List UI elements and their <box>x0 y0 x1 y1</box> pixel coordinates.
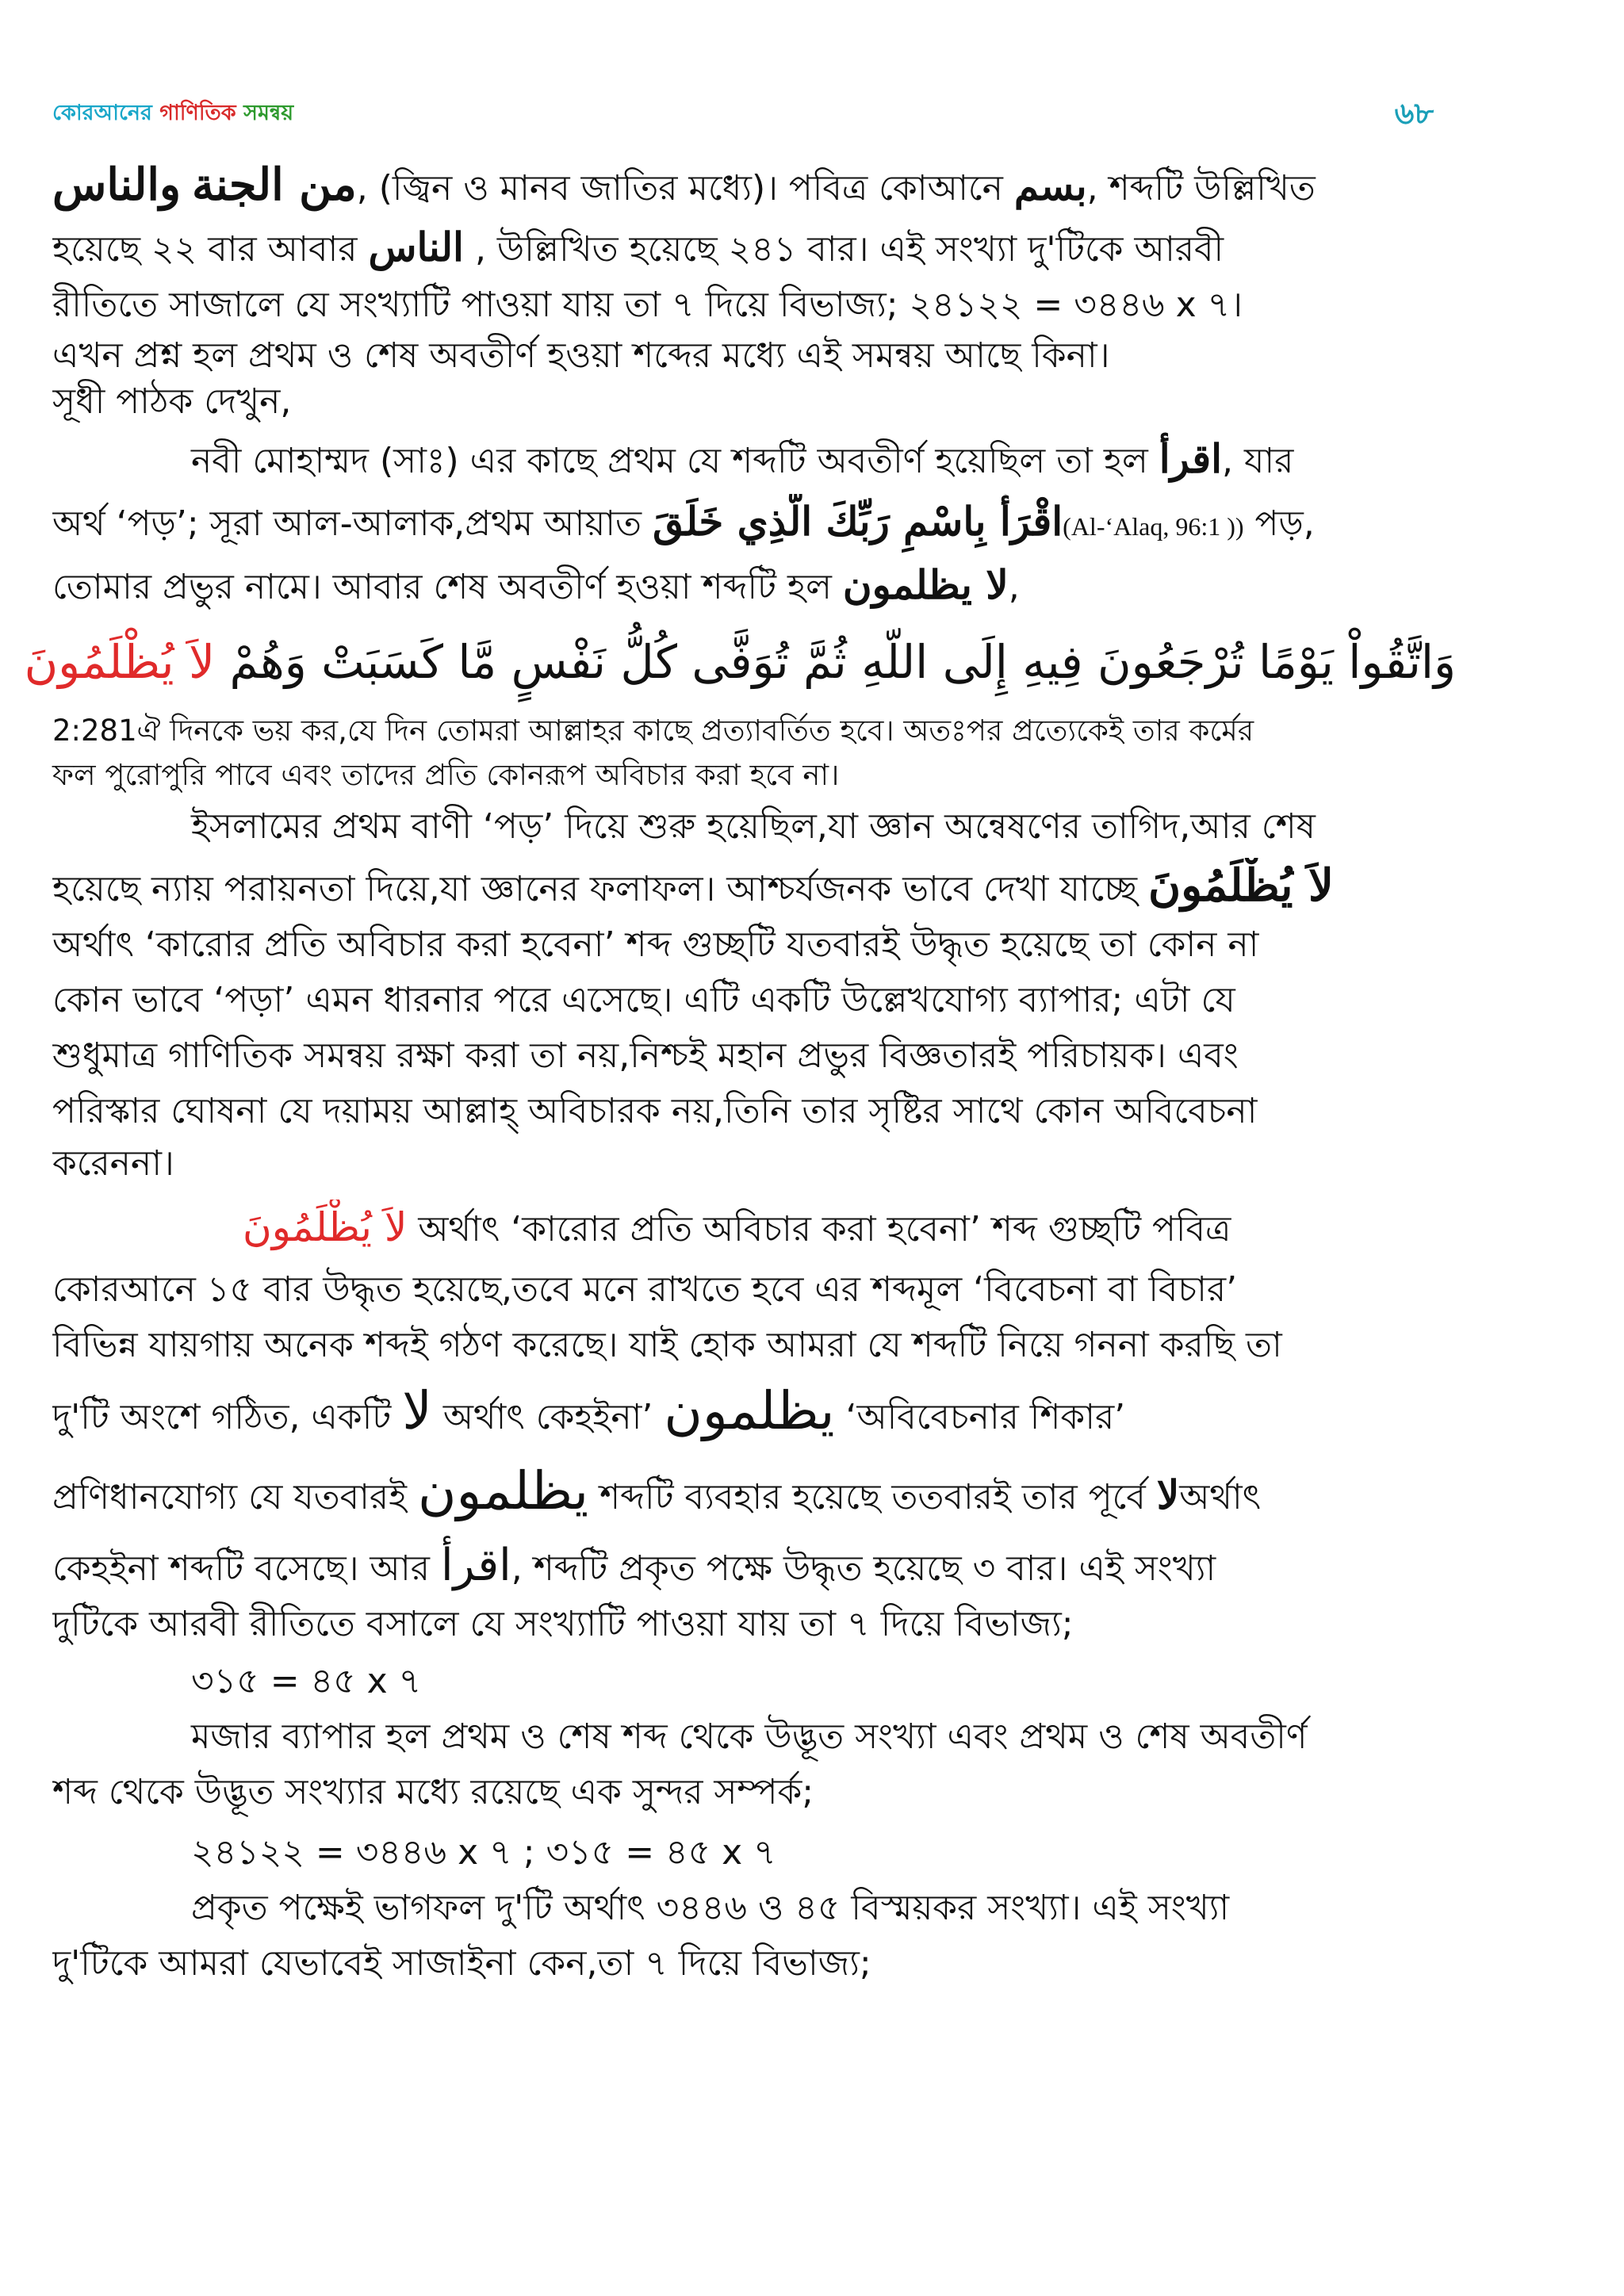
text-line: সূধী পাঠক দেখুন, <box>52 381 292 422</box>
text-span: তোমার প্রভুর নামে। আবার শেষ অবতীর্ণ হওয়া শব্দটি হল <box>52 567 832 607</box>
text-line: কোন ভাবে ‘পড়া’ এমন ধারনার পরে এসেছে। এটি একটি উল্লেখযোগ্য ব্যাপার; এটা যে <box>52 980 1235 1020</box>
quran-verse <box>24 618 1456 706</box>
running-header <box>52 97 293 132</box>
text-line <box>52 1200 1456 1257</box>
text-span: নবী মোহাম্মদ (সাঃ) এর কাছে প্রথম যে শব্দটি অবতীর্ণ হয়েছিল তা হল <box>191 441 1148 481</box>
text-span: পড়, <box>1243 503 1315 544</box>
arabic-word: بسم <box>1013 163 1087 209</box>
text-span: , যার <box>1222 441 1294 481</box>
text-span: অর্থাৎ কেহইনা’ <box>442 1397 653 1437</box>
text-line: অর্থাৎ ‘কারোর প্রতি অবিচার করা হবেনা’ শব্দ গুচ্ছটি যতবারই উদ্ধৃত হয়েছে তা কোন না <box>52 924 1259 965</box>
text-span: হয়েছে ন্যায় পরায়নতা দিয়ে,যা জ্ঞানের ফলাফল। আশ্চর্যজনক ভাবে দেখা যাচ্ছে <box>52 869 1137 909</box>
text-span: প্রণিধানযোগ্য যে যতবারই <box>52 1477 407 1517</box>
arabic-word: من الجنة <box>191 159 357 211</box>
text-line <box>52 494 1456 554</box>
text-span: , (জ্বিন ও মানব জাতির মধ্যে)। পবিত্র কোআনে <box>356 168 1003 209</box>
text-line: প্রকৃত পক্ষেই ভাগফল দু'টি অর্থাৎ ৩৪৪৬ ও ৪৫ বিস্ময়কর সংখ্যা। এই সংখ্যা <box>191 1888 1230 1928</box>
verse-translation-line: ফল পুরোপুরি পাবে এবং তাদের প্রতি কোনরূপ অবিচার করা হবে না। <box>52 758 840 792</box>
citation: (Al-‘Alaq, 96:1 )) <box>1063 512 1244 541</box>
text-span: দু'টি অংশে গঠিত, একটি <box>52 1397 392 1437</box>
arabic-word: لا يظلمون <box>842 561 1009 608</box>
text-span: ‘অবিবেচনার শিকার’ <box>845 1397 1126 1437</box>
text-line: পরিস্কার ঘোষনা যে দয়াময় আল্লাহ্ অবিচারক নয়,তিনি তার সৃষ্টির সাথে কোন অবিবেচনা <box>52 1091 1258 1131</box>
arabic-word: لا <box>1156 1471 1180 1518</box>
header-word-1: কোরআনের <box>52 101 152 125</box>
arabic-phrase: اقْرَأْ بِاسْمِ رَبِّكَ الَّذِي خَلَقَ <box>653 498 1063 545</box>
text-line: বিভিন্ন যায়গায় অনেক শব্দই গঠণ করেছে। যাই হোক আমরা যে শব্দটি নিয়ে গননা করছি তা <box>52 1325 1282 1365</box>
text-line <box>52 858 1456 917</box>
verse-highlight: لاَ يُظْلَمُونَ <box>24 635 216 689</box>
header-word-2: গাণিতিক <box>159 101 236 125</box>
equation: ৩১৫ = ৪৫ x ৭ <box>191 1661 422 1701</box>
text-span: শব্দটি ব্যবহার হয়েছে ততবারই তার পূর্বে <box>599 1477 1146 1517</box>
text-line: করেননা। <box>52 1143 174 1184</box>
text-span: , <box>1008 567 1020 607</box>
equation: ২৪১২২ = ৩৪৪৬ x ৭ ; ৩১৫ = ৪৫ x ৭ <box>191 1832 776 1873</box>
verse-text: وَاتَّقُواْ يَوْمًا تُرْجَعُونَ فِيهِ إِلَى اللّهِ ثُمَّ تُوَفَّى كُلُّ نَفْسٍ مَّا كَسَبَتْ وَهُمْ <box>229 635 1456 689</box>
page-number: ৬৮ <box>1394 96 1434 131</box>
text-line: এখন প্রশ্ন হল প্রথম ও শেষ অবতীর্ণ হওয়া শব্দের মধ্যে এই সমন্বয় আছে কিনা। <box>52 335 1110 376</box>
arabic-word: لا <box>402 1380 432 1441</box>
arabic-phrase-red: لاَ يُظْلَمُونَ <box>243 1204 408 1250</box>
text-span: অর্থাৎ ‘কারোর প্রতি অবিচার করা হবেনা’ শব্দ গুচ্ছটি পবিত্র <box>418 1209 1231 1249</box>
text-line <box>52 220 1456 277</box>
text-span: অর্থ ‘পড়’; সূরা আল-আলাক,প্রথম আয়াত <box>52 503 642 544</box>
text-line <box>52 557 1456 615</box>
text-span: , উল্লিখিত হয়েছে ২৪১ বার। এই সংখ্যা দু'টিকে আরবী <box>474 229 1224 270</box>
text-line <box>52 431 1456 489</box>
text-line <box>52 1456 1456 1533</box>
header-word-3: সমন্বয় <box>243 101 294 125</box>
text-line <box>52 1533 1456 1601</box>
page-body <box>24 151 1456 1992</box>
verse-translation-line: 2:281ঐ দিনকে ভয় কর,যে দিন তোমরা আল্লাহর কাছে প্রত্যাবর্তিত হবে। অতঃপর প্রত্যেকেই তার কর্মের <box>52 714 1254 748</box>
arabic-word: يظلمون <box>664 1380 835 1441</box>
text-span: , শব্দটি উল্লিখিত <box>1086 168 1316 209</box>
text-line: শব্দ থেকে উদ্ভূত সংখ্যার মধ্যে রয়েছে এক সুন্দর সম্পর্ক; <box>52 1772 814 1812</box>
arabic-word: الناس <box>368 224 464 270</box>
text-span: , শব্দটি প্রকৃত পক্ষে উদ্ধৃত হয়েছে ৩ বার। এই সংখ্যা <box>511 1548 1216 1589</box>
arabic-word: يظلمون <box>417 1460 589 1521</box>
text-span: কেহইনা শব্দটি বসেছে। আর <box>52 1548 430 1589</box>
text-span: অর্থাৎ <box>1179 1477 1262 1517</box>
arabic-word: اقرأ <box>1159 435 1223 482</box>
text-span: হয়েছে ২২ বার আবার <box>52 229 358 270</box>
text-line <box>52 157 1456 216</box>
arabic-word: اقرأ <box>440 1540 511 1591</box>
text-line: শুধুমাত্র গাণিতিক সমন্বয় রক্ষা করা তা নয়,নিশ্চই মহান প্রভুর বিজ্ঞতারই পরিচায়ক। এবং <box>52 1035 1239 1076</box>
text-line: মজার ব্যাপার হল প্রথম ও শেষ শব্দ থেকে উদ্ভূত সংখ্যা এবং প্রথম ও শেষ অবতীর্ণ <box>191 1716 1308 1757</box>
text-line: দুটিকে আরবী রীতিতে বসালে যে সংখ্যাটি পাওয়া যায় তা ৭ দিয়ে বিভাজ্য; <box>52 1604 1074 1644</box>
text-line: কোরআনে ১৫ বার উদ্ধৃত হয়েছে,তবে মনে রাখতে হবে এর শব্দমূল ‘বিবেচনা বা বিচার’ <box>52 1269 1238 1310</box>
text-line: রীতিতে সাজালে যে সংখ্যাটি পাওয়া যায় তা ৭ দিয়ে বিভাজ্য; ২৪১২২ = ৩৪৪৬ x ৭। <box>52 285 1243 325</box>
arabic-phrase: لاَ يُظْلَمُونَ <box>1147 859 1334 912</box>
text-line: দু'টিকে আমরা যেভাবেই সাজাইনা কেন,তা ৭ দিয়ে বিভাজ্য; <box>52 1943 871 1984</box>
text-line <box>52 1373 1456 1456</box>
arabic-word: والناس <box>52 159 181 211</box>
text-line: ইসলামের প্রথম বাণী ‘পড়’ দিয়ে শুরু হয়েছিল,যা জ্ঞান অন্বেষণের তাগিদ,আর শেষ <box>191 806 1316 847</box>
